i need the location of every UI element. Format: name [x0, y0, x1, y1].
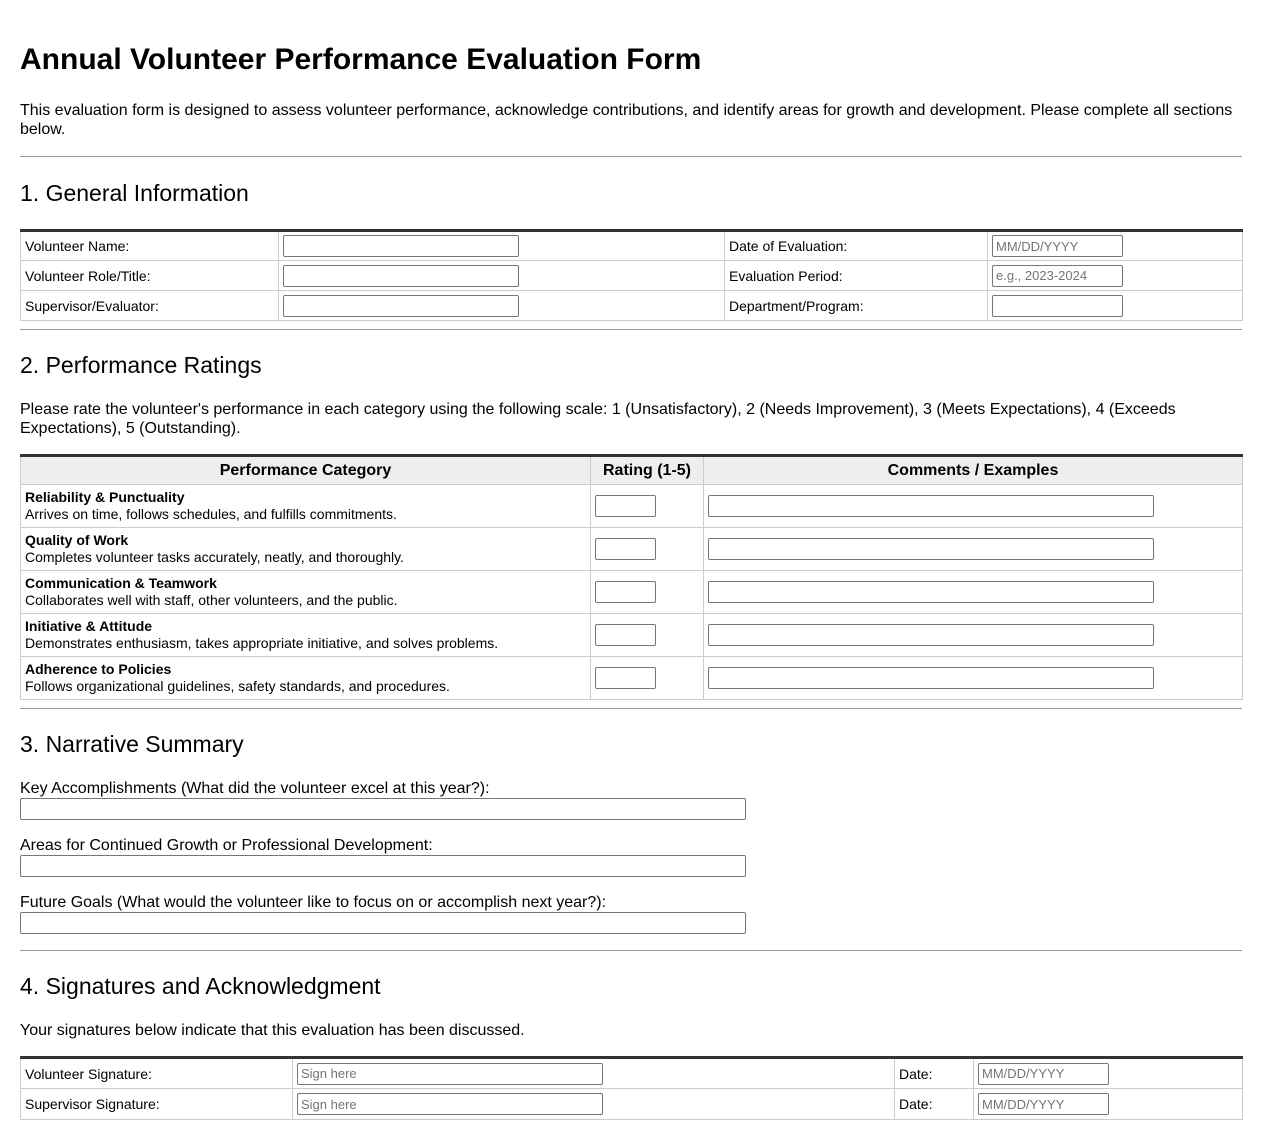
- general-info-heading: 1. General Information: [20, 180, 249, 206]
- supervisor-date-cell: [974, 1089, 1243, 1120]
- comments-input[interactable]: [708, 667, 1154, 689]
- volunteer-role-cell: [279, 261, 725, 291]
- ratings-instructions: Please rate the volunteer's performance in each category using the following scale: 1 (Unsatisfactory), 2 (Needs Improvement), 3 (Meets Expectations), 4 (Exceeds Expectations), 5 (Outstanding).: [20, 401, 1176, 437]
- comments-input[interactable]: [708, 624, 1154, 646]
- general-info-row: [21, 291, 1243, 321]
- growth-input[interactable]: [20, 855, 746, 877]
- accomplishments-label: Key Accomplishments (What did the volunteer excel at this year?):: [20, 780, 490, 797]
- rating-cell: [591, 485, 704, 528]
- rating-cell: [591, 528, 704, 571]
- volunteer-signature-cell: [293, 1058, 895, 1089]
- intro-text: This evaluation form is designed to assess volunteer performance, acknowledge contributions, and identify areas for growth and development. Please complete all sections below.: [20, 102, 1233, 138]
- rating-input[interactable]: [595, 538, 656, 560]
- goals-label: Future Goals (What would the volunteer like to focus on or accomplish next year?):: [20, 894, 607, 911]
- signatures-heading: 4. Signatures and Acknowledgment: [20, 973, 381, 999]
- comments-input[interactable]: [708, 495, 1154, 517]
- comments-cell: [704, 571, 1243, 614]
- ratings-header-row: [21, 456, 1243, 485]
- signatures-table: [20, 1056, 1243, 1120]
- category-description: Collaborates well with staff, other volunteers, and the public.: [25, 592, 398, 608]
- volunteer-date-input[interactable]: [978, 1063, 1109, 1085]
- narrative-field-goals: [20, 893, 1242, 934]
- rating-input[interactable]: [595, 581, 656, 603]
- volunteer-name-input[interactable]: [283, 235, 519, 257]
- supervisor-label: Supervisor/Evaluator:: [21, 291, 279, 321]
- volunteer-date-cell: [974, 1058, 1243, 1089]
- comments-input[interactable]: [708, 581, 1154, 603]
- comments-cell: [704, 528, 1243, 571]
- column-header-comments: Comments / Examples: [704, 456, 1243, 485]
- rating-row: [21, 657, 1243, 700]
- supervisor-signature-cell: [293, 1089, 895, 1120]
- signature-row: [21, 1089, 1243, 1120]
- rating-input[interactable]: [595, 495, 656, 517]
- category-cell: [21, 528, 591, 571]
- general-info-table: [20, 229, 1243, 321]
- volunteer-signature-input[interactable]: [297, 1063, 603, 1085]
- supervisor-signature-input[interactable]: [297, 1093, 603, 1115]
- volunteer-role-label: Volunteer Role/Title:: [21, 261, 279, 291]
- department-cell: [988, 291, 1243, 321]
- rating-row: [21, 614, 1243, 657]
- evaluation-date-label: Date of Evaluation:: [725, 231, 988, 261]
- category-description: Arrives on time, follows schedules, and fulfills commitments.: [25, 506, 397, 522]
- evaluation-date-input[interactable]: [992, 235, 1123, 257]
- supervisor-signature-label: Supervisor Signature:: [21, 1089, 293, 1120]
- department-input[interactable]: [992, 295, 1123, 317]
- signatures-note: Your signatures below indicate that this evaluation has been discussed.: [20, 1022, 525, 1039]
- volunteer-date-label: Date:: [895, 1058, 974, 1089]
- growth-label: Areas for Continued Growth or Professional Development:: [20, 837, 433, 854]
- section-divider: [20, 329, 1242, 330]
- ratings-heading: 2. Performance Ratings: [20, 352, 262, 378]
- general-info-row: [21, 231, 1243, 261]
- section-divider: [20, 156, 1242, 157]
- narrative-field-accomplishments: [20, 779, 1242, 820]
- supervisor-date-input[interactable]: [978, 1093, 1109, 1115]
- category-title: Adherence to Policies: [25, 661, 172, 677]
- volunteer-signature-label: Volunteer Signature:: [21, 1058, 293, 1089]
- signature-row: [21, 1058, 1243, 1089]
- category-cell: [21, 571, 591, 614]
- rating-input[interactable]: [595, 667, 656, 689]
- category-cell: [21, 614, 591, 657]
- evaluation-date-cell: [988, 231, 1243, 261]
- category-title: Quality of Work: [25, 532, 129, 548]
- rating-cell: [591, 614, 704, 657]
- category-description: Demonstrates enthusiasm, takes appropriate initiative, and solves problems.: [25, 635, 499, 651]
- volunteer-name-cell: [279, 231, 725, 261]
- comments-cell: [704, 614, 1243, 657]
- rating-row: [21, 485, 1243, 528]
- category-description: Follows organizational guidelines, safety standards, and procedures.: [25, 678, 450, 694]
- category-title: Initiative & Attitude: [25, 618, 153, 634]
- evaluation-period-input[interactable]: [992, 265, 1123, 287]
- narrative-heading: 3. Narrative Summary: [20, 731, 244, 757]
- supervisor-input[interactable]: [283, 295, 519, 317]
- general-info-row: [21, 261, 1243, 291]
- comments-cell: [704, 657, 1243, 700]
- rating-cell: [591, 571, 704, 614]
- volunteer-role-input[interactable]: [283, 265, 519, 287]
- page-title: Annual Volunteer Performance Evaluation Form: [20, 43, 702, 76]
- comments-cell: [704, 485, 1243, 528]
- goals-input[interactable]: [20, 912, 746, 934]
- evaluation-period-label: Evaluation Period:: [725, 261, 988, 291]
- column-header-rating: Rating (1-5): [591, 456, 704, 485]
- rating-row: [21, 528, 1243, 571]
- volunteer-name-label: Volunteer Name:: [21, 231, 279, 261]
- narrative-field-growth: [20, 836, 1242, 877]
- section-divider: [20, 708, 1242, 709]
- category-cell: [21, 657, 591, 700]
- section-divider: [20, 950, 1242, 951]
- category-title: Reliability & Punctuality: [25, 489, 185, 505]
- column-header-category: Performance Category: [21, 456, 591, 485]
- rating-input[interactable]: [595, 624, 656, 646]
- category-title: Communication & Teamwork: [25, 575, 217, 591]
- department-label: Department/Program:: [725, 291, 988, 321]
- rating-row: [21, 571, 1243, 614]
- evaluation-period-cell: [988, 261, 1243, 291]
- comments-input[interactable]: [708, 538, 1154, 560]
- supervisor-cell: [279, 291, 725, 321]
- accomplishments-input[interactable]: [20, 798, 746, 820]
- ratings-table: [20, 454, 1243, 700]
- category-cell: [21, 485, 591, 528]
- supervisor-date-label: Date:: [895, 1089, 974, 1120]
- rating-cell: [591, 657, 704, 700]
- category-description: Completes volunteer tasks accurately, neatly, and thoroughly.: [25, 549, 404, 565]
